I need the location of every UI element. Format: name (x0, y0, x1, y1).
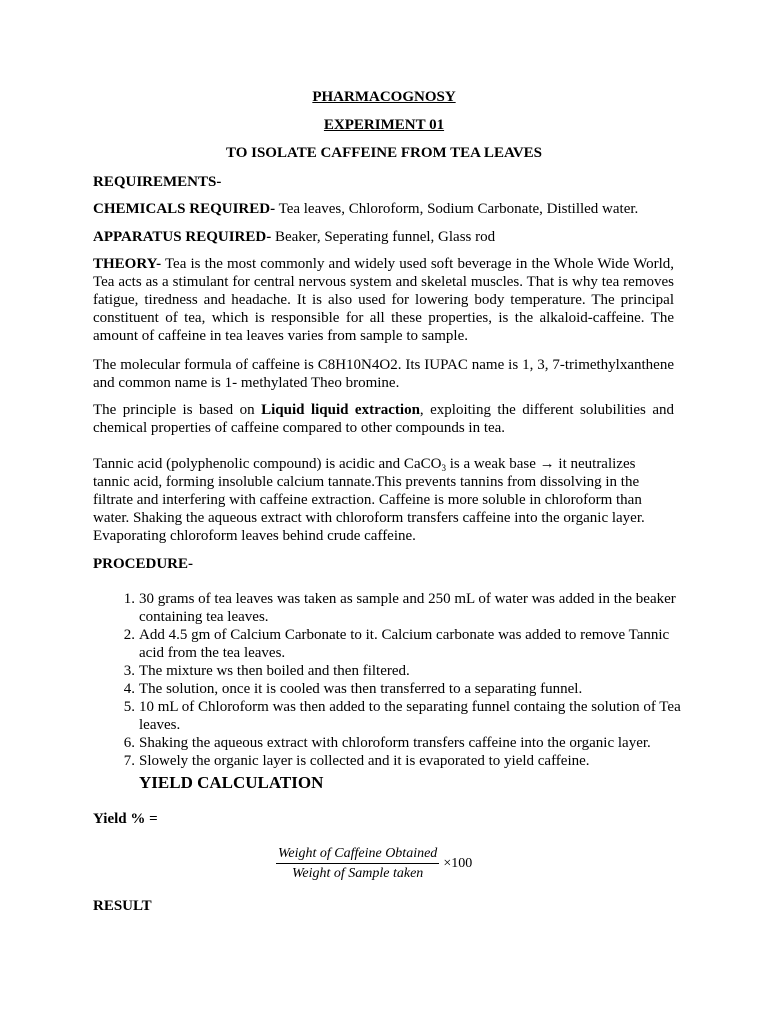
procedure-step (93, 680, 683, 698)
experiment-number: EXPERIMENT 01 (323, 117, 445, 133)
step-number: 6. (123, 735, 135, 751)
tannic-text-mid: is a weak base (445, 456, 540, 472)
right-arrow-icon: → (539, 456, 555, 472)
requirements-heading: REQUIREMENTS- (93, 174, 222, 190)
step-number: 1. (123, 591, 135, 607)
apparatus-text: Beaker, Seperating funnel, Glass rod (271, 229, 496, 245)
step-number: 7. (123, 753, 135, 769)
step-text: Shaking the aqueous extract with chloroform transfers caffeine into the organic layer. (139, 735, 651, 751)
procedure-heading: PROCEDURE- (93, 556, 193, 572)
result-heading: RESULT (93, 898, 152, 914)
step-number: 2. (123, 627, 135, 643)
subject-title: PHARMACOGNOSY (312, 89, 456, 105)
theory-label: THEORY- (93, 256, 162, 272)
step-number: 5. (123, 699, 135, 715)
step-text: Add 4.5 gm of Calcium Carbonate to it. Calcium carbonate was added to remove Tannic acid from the tea leaves. (139, 627, 670, 661)
caco3-subscript: 3 (441, 463, 446, 473)
tannic-paragraph (93, 455, 663, 545)
procedure-step (93, 662, 683, 680)
tannic-text-start: Tannic acid (polyphenolic compound) is acidic and CaCO (93, 456, 442, 472)
procedure-step (93, 590, 683, 626)
step-text: Slowely the organic layer is collected and it is evaporated to yield caffeine. (139, 753, 590, 769)
theory-paragraph (93, 255, 674, 345)
yield-formula (276, 845, 472, 882)
step-text: 30 grams of tea leaves was taken as sample and 250 mL of water was added in the beaker containing tea leaves. (139, 591, 676, 625)
chemicals-label: CHEMICALS REQUIRED- (93, 201, 276, 217)
step-number: 4. (123, 681, 135, 697)
principle-bold: Liquid liquid extraction (261, 402, 420, 418)
procedure-list (93, 590, 683, 770)
fraction-numerator: Weight of Caffeine Obtained (276, 845, 439, 864)
step-number: 3. (123, 663, 135, 679)
step-text: 10 mL of Chloroform was then added to the separating funnel containg the solution of Tea leaves. (139, 699, 681, 733)
experiment-title: TO ISOLATE CAFFEINE FROM TEA LEAVES (225, 145, 543, 161)
chemicals-line (93, 200, 669, 218)
yield-calculation-heading: YIELD CALCULATION (139, 773, 324, 792)
step-text: The solution, once it is cooled was then transferred to a separating funnel. (139, 681, 583, 697)
apparatus-label: APPARATUS REQUIRED- (93, 229, 272, 245)
yield-fraction (276, 845, 439, 882)
step-text: The mixture ws then boiled and then filtered. (139, 663, 410, 679)
fraction-denominator: Weight of Sample taken (292, 866, 424, 881)
principle-text-start: The principle is based on (93, 402, 262, 418)
procedure-step (93, 752, 683, 770)
apparatus-line (93, 228, 669, 246)
principle-text-end: , exploiting the different solubilities and chemical properties of caffeine compared to other compounds in tea. (93, 402, 674, 436)
molecular-paragraph: The molecular formula of caffeine is C8H10N4O2. Its IUPAC name is 1, 3, 7-trimethylxanthene and common name is 1- methylated Theo bromine. (93, 357, 674, 391)
procedure-step (93, 626, 683, 662)
fraction-multiplier: ×100 (443, 855, 473, 871)
yield-label: Yield % = (93, 811, 158, 827)
procedure-step (93, 698, 683, 734)
theory-text: Tea is the most commonly and widely used soft beverage in the Whole Wide World, Tea acts as a stimulant for central nervous system and skeletal muscles. That is why tea removes fatigue, tiredness and headache. It is also used for lowering body temperature. The principal constituent of tea, which is responsible for all these properties, is the alkaloid-caffeine. The amount of caffeine in tea leaves varies from sample to sample. (93, 256, 674, 344)
principle-paragraph (93, 401, 674, 437)
chemicals-text: Tea leaves, Chloroform, Sodium Carbonate, Distilled water. (275, 201, 639, 217)
procedure-step (93, 734, 683, 752)
tannic-text-end: it neutralizes tannic acid, forming insoluble calcium tannate.This prevents tannins from dissolving in the filtrate and interfering with caffeine extraction. Caffeine is more soluble in chloroform than water. Shaking the aqueous extract with chloroform transfers caffeine into the organic layer. Evaporating chloroform leaves behind crude caffeine. (93, 456, 645, 544)
